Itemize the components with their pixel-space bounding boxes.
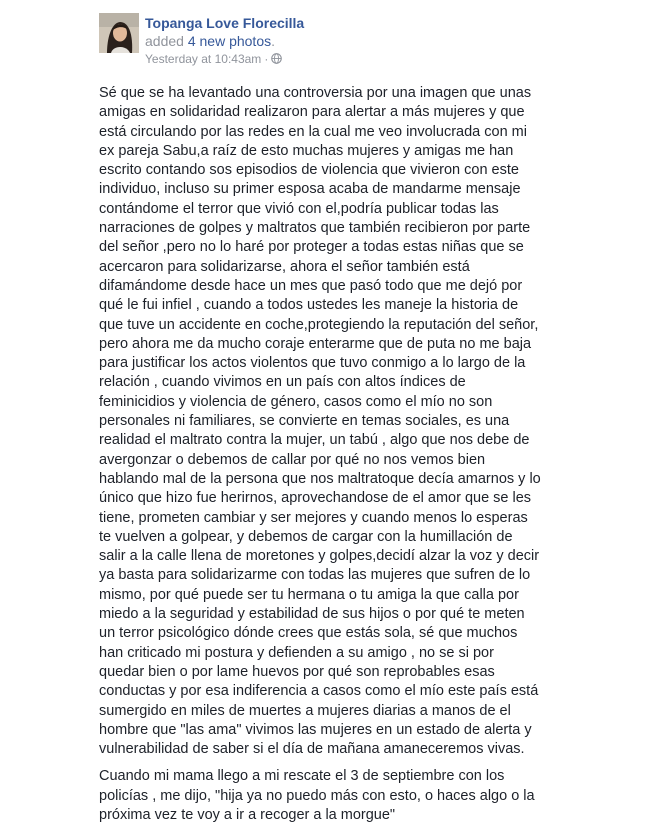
post-timestamp[interactable]: Yesterday at 10:43am [145,52,262,66]
post-body [99,84,541,833]
author-line [145,14,625,32]
post-paragraph-1: Sé que se ha levantado una controversia por una imagen que unas amigas en solidaridad realizaron para alertar a más mujeres y que está circulando por las redes en la cual me veo involucrada con mi ex pareja Sabu,a raíz de esto muchas mujeres y amigas me han escrito contando sos episodios de violencia que vivieron con este individuo, incluso su primer esposa acaba de mandarme mensaje contándome el terror que vivió con el,podría publicar todas las narraciones de golpes y maltratos que también recibieron por parte del señor ,pero no lo haré por proteger a todas estas niñas que se acercaron para solidarizarse, ahora el señor también está difamándome desde hace un mes que pasó todo que me dejó por qué le fui infiel , cuando a todos ustedes les maneje la historia de que tuve un accidente en coche,protegiendo la reputación del señor, pero ahora me da mucho coraje enterarme que de puta no me baja para justificar los actos violentos que tuvo conmigo a lo largo de la relación , cuando vivimos en un país con altos índices de feminicidios y violencia de género, casos como el mío no son personales ni familiares, se convierte en temas sociales, es una realidad el maltrato contra la mujer, un tabú , algo que nos debe de avergonzar o debemos de callar por qué no nos vemos bien hablando mal de la persona que nos maltratoque decía amarnos y lo único que hizo fue herirnos, aprovechandose de el amor que se les tiene, prometen cambiar y ser mejores y cuando menos lo esperas te vuelven a golpear, y debemos de cargar con la humillación de salir a la calle llena de moretones y golpes,decidí alzar la voz y decir ya basta para solidarizarme con todas las mujeres que sufren de lo mismo, por qué puede ser tu hermana o tu amiga la que calla por miedo a la seguridad y estabilidad de sus hijos o por qué te meten un terror psicológico dónde crees que estás sola, sé que muchos han criticado mi postura y defienden a su amigo , no se si por quedar bien o por lame huevos por qué son reprobables esas conductas y por esa indiferencia a casos como el mío este país está sumergido en miles de muertes a mujeres diarias a manos de el hombre que "las ama" vivimos las mujeres en un estado de alerta y vulnerabilidad de saber si el día de mañana amaneceremos vivas. [99,85,541,758]
action-prefix: added [145,33,184,49]
avatar-image [99,13,139,53]
timestamp-line [145,51,625,67]
action-suffix: . [271,33,276,49]
avatar[interactable] [99,13,139,53]
post-header [99,13,639,77]
meta-separator: · [264,52,269,66]
globe-icon[interactable] [271,53,282,64]
post-meta [145,14,625,67]
author-name-link[interactable]: Topanga Love Florecilla [145,15,305,31]
post-paragraph-2: Cuando mi mama llego a mi rescate el 3 de septiembre con los policías , me dijo, "hija ya no puedo más con esto, o haces algo o la próxima vez te voy a ir a recoger a la morgue" [99,768,535,823]
post-action-line [145,32,625,50]
new-photos-link[interactable]: 4 new photos [187,33,272,49]
